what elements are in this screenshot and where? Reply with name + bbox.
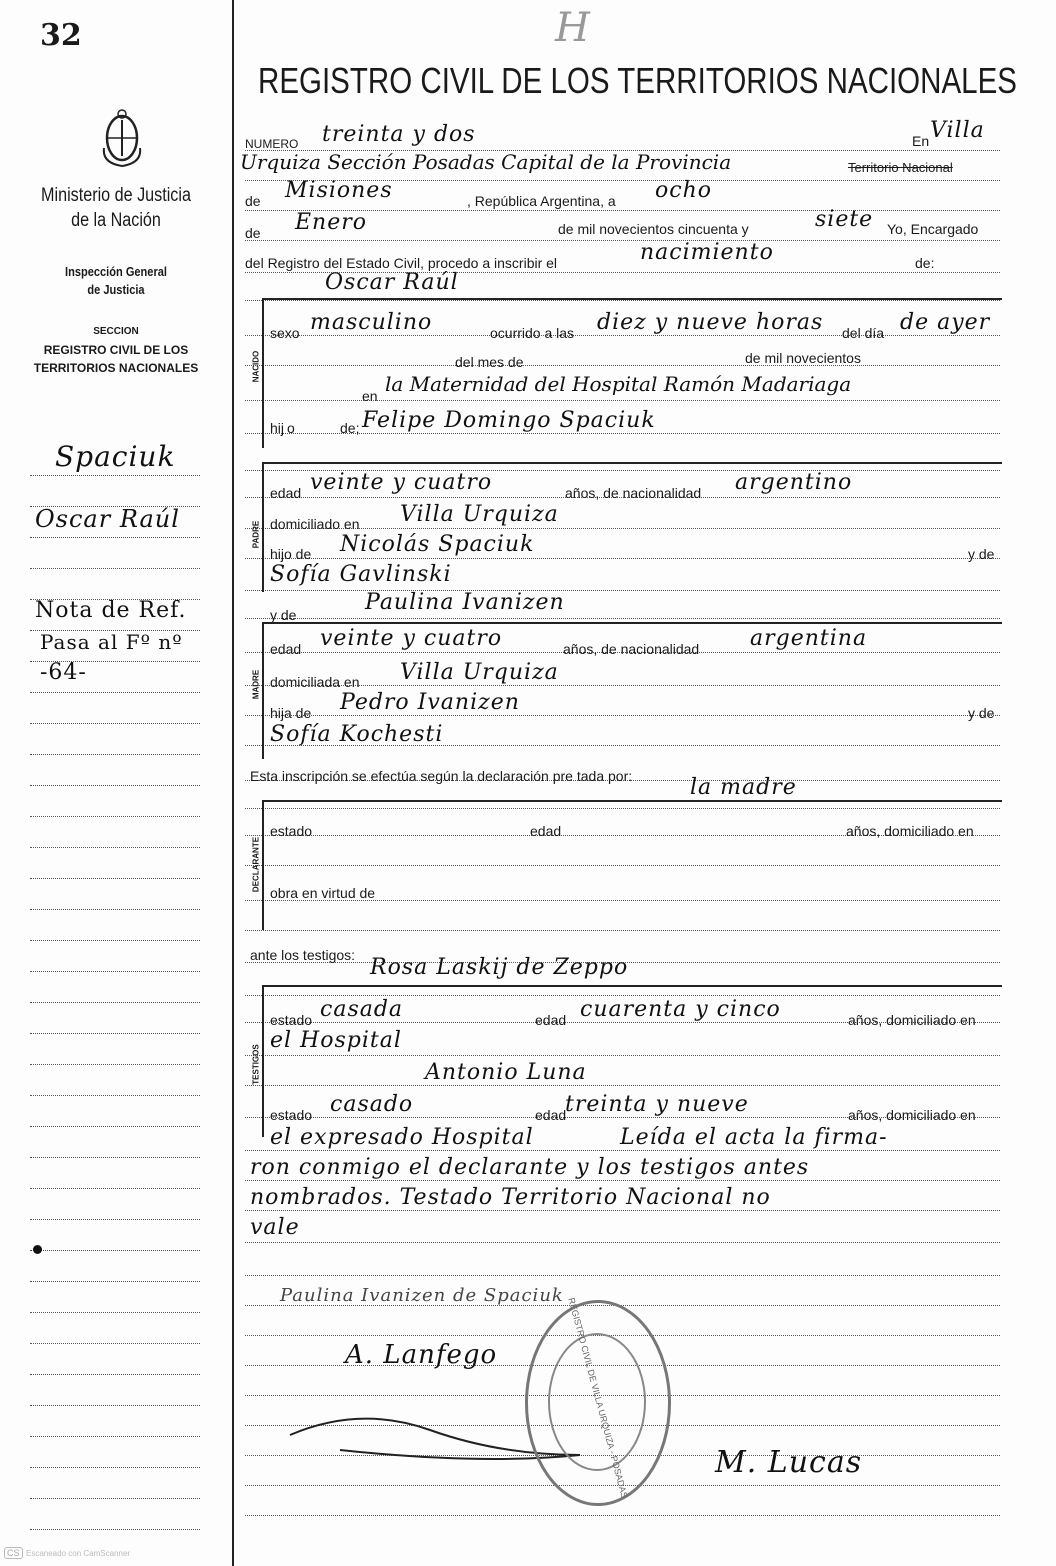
encargado-label: Yo, Encargado: [887, 221, 979, 237]
province: Misiones: [285, 178, 393, 203]
declaracion-by: la madre: [690, 775, 797, 800]
closing-line-4: vale: [250, 1215, 300, 1240]
madre-yde-label: y de: [270, 607, 297, 623]
de-colon: de:: [915, 255, 935, 271]
ruled-line: [30, 878, 200, 879]
coat-of-arms-icon: [100, 108, 144, 168]
ruled-line: [30, 1312, 200, 1313]
testigo-1-name: Rosa Laskij de Zeppo: [370, 955, 629, 980]
numero-value: treinta y dos: [322, 122, 476, 147]
declarante-estado-label: estado: [270, 823, 313, 839]
padre-nac-label: años, de nacionalidad: [565, 485, 702, 501]
ruled-line: [30, 723, 200, 724]
de-label-2: de: [245, 225, 261, 241]
ruled-line: [30, 1095, 200, 1096]
ruled-line: [30, 1281, 200, 1282]
place-2: Urquiza Sección Posadas Capital de la Provincia: [240, 150, 732, 174]
madre-name: Paulina Ivanizen: [365, 590, 565, 615]
padre-mother: Sofía Gavlinski: [270, 562, 452, 587]
madre-nac-label: años, de nacionalidad: [563, 641, 700, 657]
ruled-line: [30, 1033, 200, 1034]
signature-witness: A. Lanfego: [345, 1340, 498, 1370]
month: Enero: [295, 210, 368, 235]
page-number: 32: [40, 18, 82, 53]
margin-note-3: -64-: [40, 660, 87, 685]
declarante-label: DECLARANTE: [251, 836, 261, 893]
ruled-line: [30, 785, 200, 786]
left-column: [0, 0, 234, 1566]
en-label-nacido: en: [362, 388, 378, 404]
madre-label: MADRE: [251, 669, 261, 700]
ruled-line: [30, 971, 200, 972]
ruled-line: [30, 909, 200, 910]
dia-label: del día: [842, 325, 885, 341]
nacido-label: NACIDO: [251, 350, 261, 383]
madre-hija-label: hija de: [270, 705, 312, 721]
padre-edad: veinte y cuatro: [310, 470, 493, 495]
ruled-line: [245, 1242, 1000, 1243]
ruled-line: [30, 1219, 200, 1220]
ruled-line: [245, 930, 1000, 931]
de-label: de: [245, 193, 261, 209]
ruled-line: [30, 847, 200, 848]
hora-label: ocurrido a las: [490, 325, 575, 341]
inspection-line-1: Inspección General: [65, 264, 167, 279]
padre-hijo-label: hijo de: [270, 546, 312, 562]
ruled-line: [30, 1157, 200, 1158]
margin-surname: Spaciuk: [55, 440, 176, 473]
mes-label: del mes de: [455, 354, 524, 370]
closing-line-1: Leída el acta la firma-: [620, 1125, 888, 1150]
ruled-line: [30, 1002, 200, 1003]
camscanner-text: Escaneado con CamScanner: [26, 1549, 131, 1558]
ruled-line: [30, 1126, 200, 1127]
ruled-line: [30, 1529, 200, 1530]
child-name: Oscar Raúl: [325, 270, 459, 295]
ruled-line: [30, 1250, 200, 1251]
section-line-2: REGISTRO CIVIL DE LOS: [43, 343, 189, 357]
padre-edad-label: edad: [270, 485, 302, 501]
ruled-line: [30, 1436, 200, 1437]
testigo-2-estado-label: estado: [270, 1107, 313, 1123]
padre-name: Felipe Domingo Spaciuk: [362, 408, 656, 433]
hijo-de-label: de;: [340, 420, 360, 436]
republica-label: , República Argentina, a: [467, 193, 616, 209]
madre-dom-label: domiciliada en: [270, 674, 360, 690]
testigo-1-edad-label: edad: [535, 1012, 567, 1028]
testigo-1-estado-label: estado: [270, 1012, 313, 1028]
ruled-line: [30, 568, 200, 569]
document-title: REGISTRO CIVIL DE LOS TERRITORIOS NACIONALES: [258, 60, 1017, 101]
ruled-line: [30, 475, 200, 476]
declarante-dom-label: años, domiciliado en: [846, 823, 974, 839]
signature-mother: Paulina Ivanizen de Spaciuk: [280, 1285, 564, 1306]
camscanner-badge: CS: [4, 1547, 23, 1559]
year-value: siete: [815, 207, 874, 232]
ruled-line: [30, 754, 200, 755]
declarante-obra-label: obra en virtud de: [270, 885, 376, 901]
ruled-line: [245, 1180, 1000, 1181]
ruled-line: [30, 1343, 200, 1344]
testigo-2-edad: treinta y nueve: [565, 1092, 749, 1117]
madre-domicilio: Villa Urquiza: [400, 660, 559, 685]
testigo-1-edad: cuarenta y cinco: [580, 997, 781, 1022]
testigo-2-dom: el expresado Hospital: [270, 1125, 534, 1150]
ruled-line: [245, 1275, 1000, 1276]
novecientos-label: de mil novecientos: [745, 350, 861, 366]
official-seal: [525, 1296, 671, 1506]
hora: diez y nueve horas: [597, 310, 824, 335]
margin-given-names: Oscar Raúl: [35, 505, 180, 533]
testigos-section-label: TESTIGOS: [251, 1044, 261, 1085]
place-1: Villa: [930, 118, 985, 143]
testigo-1-estado: casada: [320, 997, 404, 1022]
section-line-1: SECCION: [93, 326, 139, 337]
lugar: la Maternidad del Hospital Ramón Madariaga: [385, 372, 852, 396]
margin-note-1: Nota de Ref.: [35, 598, 187, 623]
registro-label: del Registro del Estado Civil, procedo a inscribir el: [245, 255, 558, 271]
inspection-line-2: de Justicia: [87, 282, 145, 297]
madre-edad-label: edad: [270, 641, 302, 657]
ruled-line: [30, 1188, 200, 1189]
testigo-2-estado: casado: [330, 1092, 414, 1117]
padre-label: PADRE: [251, 520, 261, 549]
ruled-line: [30, 940, 200, 941]
en-label: En: [912, 133, 930, 149]
closing-line-3: nombrados. Testado Territorio Nacional no: [250, 1185, 771, 1210]
signature-officer: M. Lucas: [715, 1445, 863, 1480]
sexo: masculino: [310, 310, 433, 335]
testigo-2-edad-label: edad: [535, 1107, 567, 1123]
testigo-1-dom-label: años, domiciliado en: [848, 1012, 976, 1028]
seal-text: REGISTRO CIVIL DE VILLA URQUIZA - POSADAS: [566, 1296, 630, 1500]
numero-label: NUMERO: [245, 137, 299, 151]
ruled-line: [30, 1405, 200, 1406]
testigo-1-dom: el Hospital: [270, 1028, 402, 1053]
madre-edad: veinte y cuatro: [320, 626, 503, 651]
hijo-suffix: o: [287, 420, 295, 436]
ministry-line-2: de la Nación: [71, 210, 161, 231]
madre-yde-label-2: y de: [968, 705, 995, 721]
ruled-line: [30, 692, 200, 693]
ruled-line: [245, 1515, 1000, 1516]
territorio-label: Territorio Nacional: [848, 160, 953, 175]
padre-nacionalidad: argentino: [735, 470, 853, 495]
ruled-line: [30, 1467, 200, 1468]
ruled-line: [30, 1374, 200, 1375]
madre-mother: Sofía Kochesti: [270, 722, 444, 747]
ruled-line: [30, 816, 200, 817]
ruled-line: [245, 618, 1000, 619]
dia: de ayer: [900, 310, 991, 335]
madre-father: Pedro Ivanizen: [340, 690, 520, 715]
testigo-2-name: Antonio Luna: [425, 1060, 587, 1085]
ruled-line: [30, 1064, 200, 1065]
ruled-line: [30, 537, 200, 538]
margin-dot: [33, 1245, 42, 1254]
section-line-3: TERRITORIOS NACIONALES: [33, 361, 199, 375]
day: ocho: [655, 178, 712, 203]
declarante-edad-label: edad: [530, 823, 562, 839]
padre-domicilio: Villa Urquiza: [400, 502, 559, 527]
act-type: nacimiento: [640, 240, 774, 265]
testigos-label: ante los testigos:: [250, 947, 356, 963]
closing-line-2: ron conmigo el declarante y los testigos antes: [250, 1155, 810, 1180]
margin-note-2: Pasa al Fº nº: [40, 630, 183, 654]
declarante-box: [262, 800, 1002, 930]
madre-nacionalidad: argentina: [750, 626, 868, 651]
ruled-line: [245, 1210, 1000, 1211]
declaracion-label: Esta inscripción se efectúa según la declaración pre tada por:: [250, 768, 633, 784]
hijo-label: hij: [270, 420, 285, 436]
corner-mark: H: [555, 5, 590, 51]
ruled-line: [245, 240, 1000, 241]
ministry-line-1: Ministerio de Justicia: [41, 185, 191, 206]
ruled-line: [30, 1498, 200, 1499]
padre-dom-label: domiciliado en: [270, 516, 360, 532]
padre-father: Nicolás Spaciuk: [340, 532, 535, 557]
padre-yde-label: y de: [968, 546, 995, 562]
ruled-line: [245, 1150, 1000, 1151]
year-label: de mil novecientos cincuenta y: [558, 221, 749, 237]
testigo-2-dom-label: años, domiciliado en: [848, 1107, 976, 1123]
sexo-label: sexo: [270, 325, 300, 341]
